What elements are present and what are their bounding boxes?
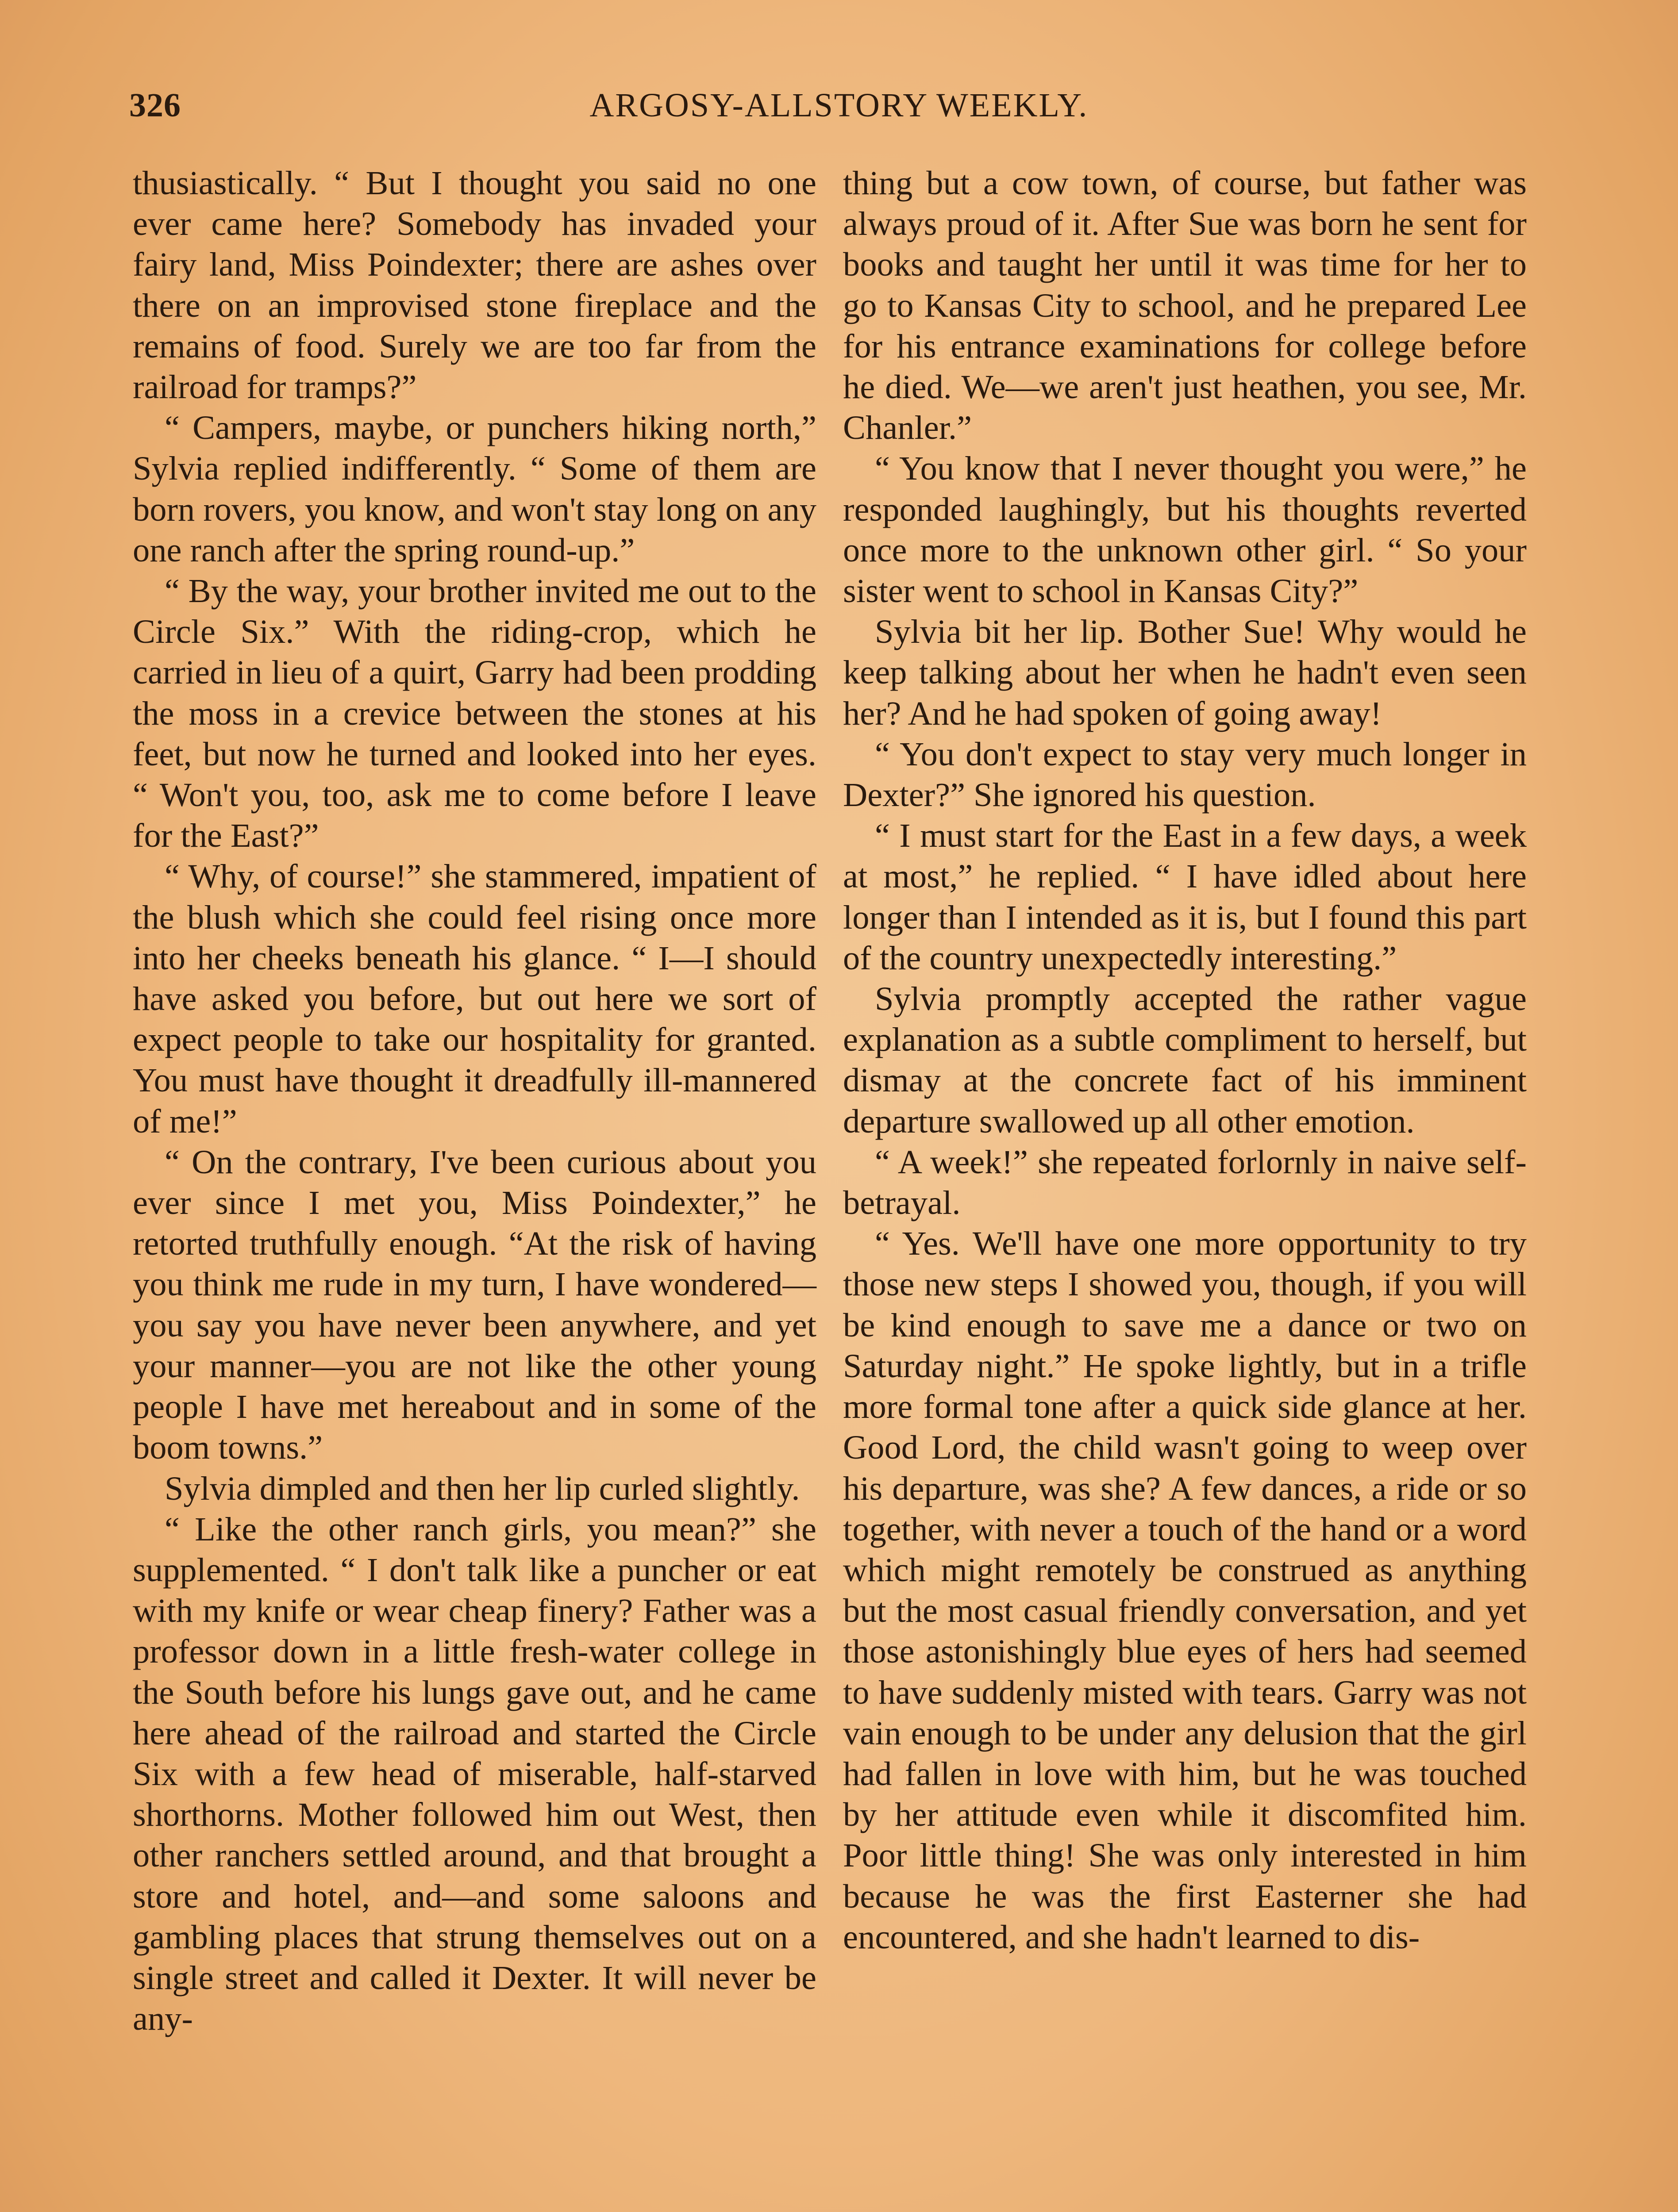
paragraph: thing but a cow town, of course, but father was always proud of it. After Sue was born he sent for books and taught her until it was time for her to go to Kansas City to school, and he prepared Lee for his entrance examinations for college before he died. We—we aren't just heathen, you see, Mr. Chanler.” [843,164,1527,447]
paragraph: “ Like the other ranch girls, you mean?” she supplemented. “ I don't talk like a puncher or eat with my knife or wear cheap finery? Father was a professor down in a little fresh-water college in the South before his lungs gave out, and he came here ahead of the railroad and started the Circle Six with a few head of miserable, half-starved shorthorns. Mother followed him out West, then other ranchers settled around, and that brought a store and hotel, and—and some saloons and gambling places that strung themselves out on a single street and called it Dexter. It will never be any- [133,1510,816,2038]
left-column [133,163,816,2039]
paragraph: thusiastically. “ But I thought you said no one ever came here? Somebody has invaded your fairy land, Miss Poindexter; there are ashes over there on an improvised stone fireplace and the remains of food. Surely we are too far from the railroad for tramps?” [133,164,816,406]
running-title: ARGOSY-ALLSTORY WEEKLY. [589,87,1089,124]
right-column [843,163,1527,1958]
paragraph: Sylvia promptly accepted the rather vague explanation as a subtle compliment to herself, but dismay at the concrete fact of his imminent departure swallowed up all other emotion. [843,980,1527,1140]
paragraph: Sylvia dimpled and then her lip curled slightly. [165,1469,800,1507]
paragraph: Sylvia bit her lip. Bother Sue! Why would he keep talking about her when he hadn't even seen her? And he had spoken of going away! [843,613,1527,732]
paragraph: “ By the way, your brother invited me out to the Circle Six.” With the riding-crop, which he carried in lieu of a quirt, Garry had been prodding the moss in a crevice between the stones at his feet, but now he turned and looked into her eyes. “ Won't you, too, ask me to come before I leave for the East?” [133,572,816,855]
paragraph: “ Yes. We'll have one more opportunity to try those new steps I showed you, though, if you will be kind enough to save me a dance or two on Saturday night.” He spoke lightly, but in a trifle more formal tone after a quick side glance at her. Good Lord, the child wasn't going to weep over his departure, was she? A few dances, a ride or so together, with never a touch of the hand or a word which might remotely be construed as anything but the most casual friendly conversation, and yet those astonishingly blue eyes of hers had seemed to have suddenly misted with tears. Garry was not vain enough to be under any delusion that the girl had fallen in love with him, but he was touched by her attitude even while it discomfited him. Poor little thing! She was only interested in him because he was the first Easterner she had encountered, and she hadn't learned to dis- [843,1225,1527,1956]
paragraph: “ On the contrary, I've been curious about you ever since I met you, Miss Poindexter,” he retorted truthfully enough. “At the risk of having you think me rude in my turn, I have wondered—you say you have never been anywhere, and yet your manner—you are not like the other young people I have met hereabout and in some of the boom towns.” [133,1143,816,1467]
paragraph: “ A week!” she repeated forlornly in naive self-betrayal. [843,1143,1527,1222]
paragraph: “ Campers, maybe, or punchers hiking north,” Sylvia replied indifferently. “ Some of them are born rovers, you know, and won't stay long on any one ranch after the spring round-up.” [133,409,816,569]
paragraph: “ Why, of course!” she stammered, impatient of the blush which she could feel rising once more into her cheeks beneath his glance. “ I—I should have asked you before, but out here we sort of expect people to take our hospitality for granted. You must have thought it dreadfully ill-mannered of me!” [133,857,816,1140]
page-number: 326 [129,87,181,124]
paragraph: “ I must start for the East in a few days, a week at most,” he replied. “ I have idled about here longer than I intended as it is, but I found this part of the country unexpectedly interesting.” [843,817,1527,977]
paragraph: “ You know that I never thought you were,” he responded laughingly, but his thoughts reverted once more to the unknown other girl. “ So your sister went to school in Kansas City?” [843,449,1527,610]
page-header [0,86,1678,135]
paragraph: “ You don't expect to stay very much longer in Dexter?” She ignored his question. [843,735,1527,814]
